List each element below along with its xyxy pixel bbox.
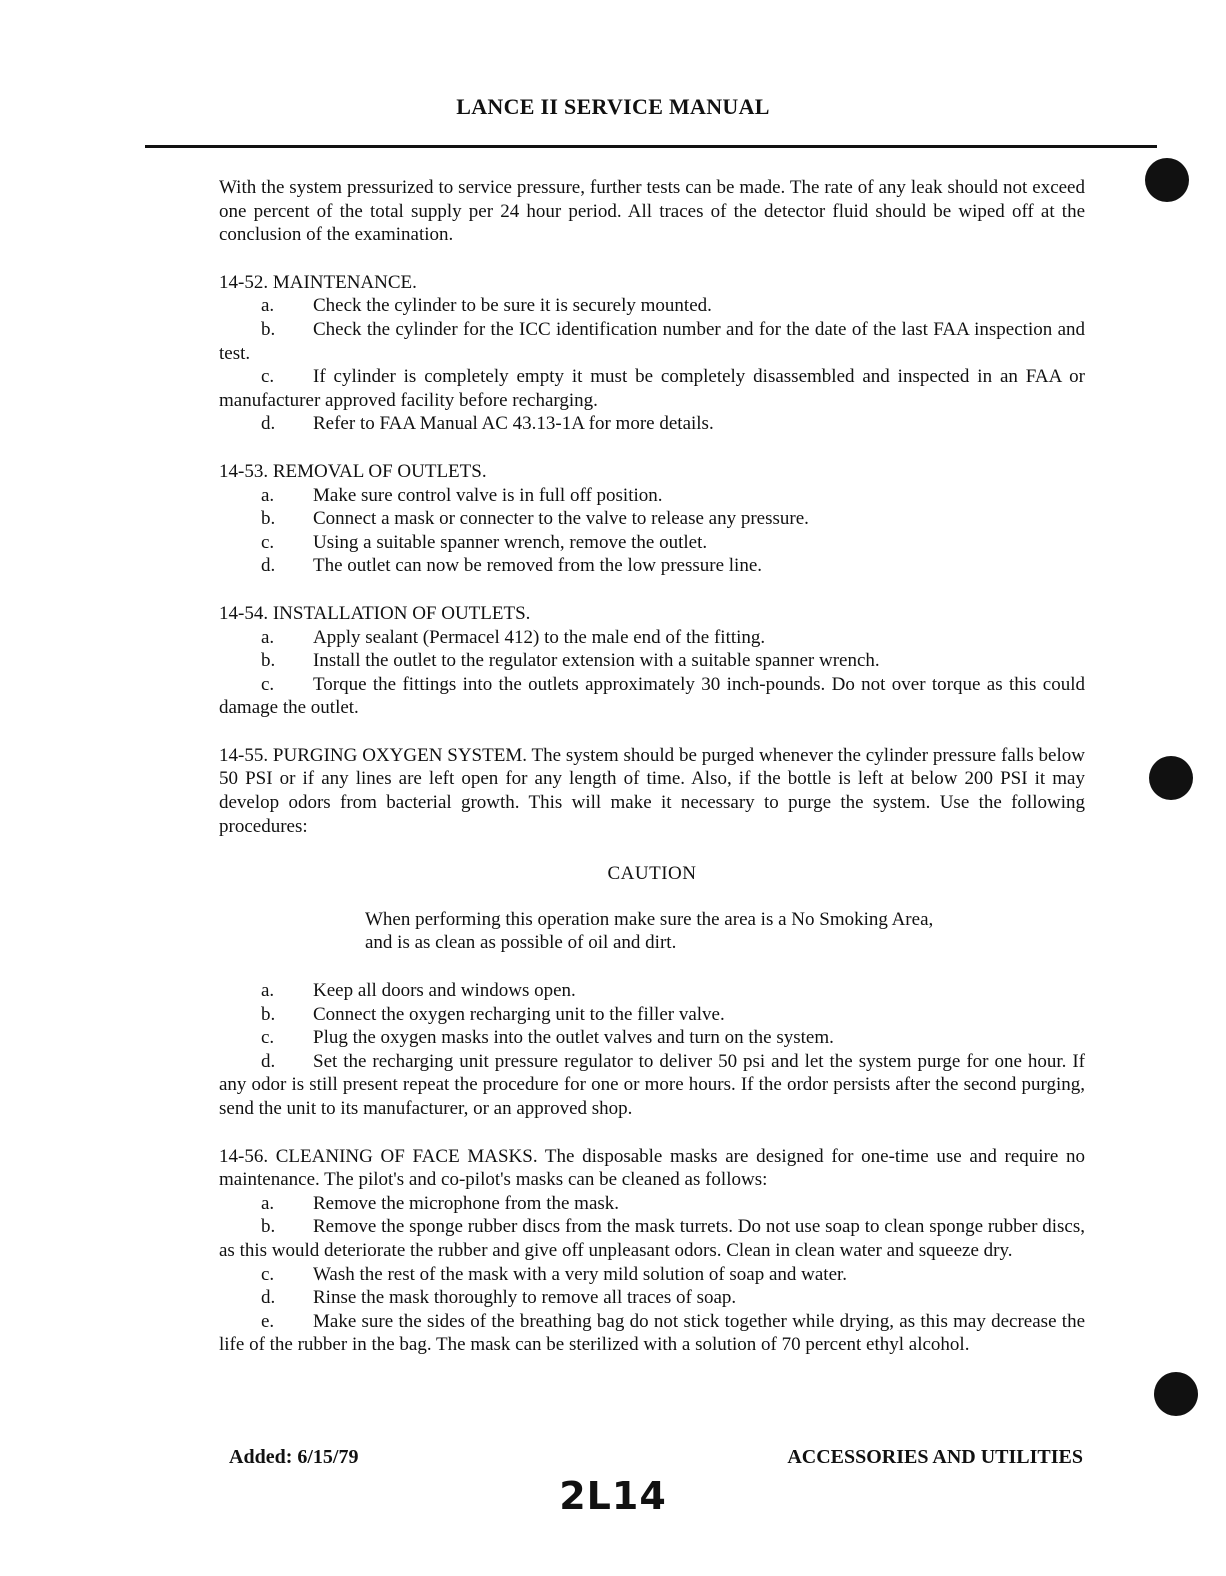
item-text: Plug the oxygen masks into the outlet valves and turn on the system. — [313, 1027, 834, 1049]
item-label: e. — [261, 1310, 275, 1332]
item-text: Refer to FAA Manual AC 43.13-1A for more details. — [313, 413, 714, 435]
item-text: Install the outlet to the regulator extension with a suitable spanner wrench. — [313, 650, 880, 672]
section-14-52 — [219, 271, 1085, 436]
item-label: c. — [261, 366, 275, 388]
list-item — [219, 1192, 1085, 1216]
binder-hole — [1154, 1372, 1198, 1416]
list-item — [219, 531, 1085, 555]
page-footer — [229, 1446, 1083, 1476]
item-label: a. — [261, 1192, 275, 1214]
list-item — [219, 979, 1085, 1003]
caution-heading: CAUTION — [607, 863, 697, 885]
item-label: d. — [261, 413, 276, 435]
item-text: The outlet can now be removed from the low pressure line. — [313, 555, 762, 577]
section-14-54 — [219, 602, 1085, 720]
item-label: d. — [261, 555, 276, 577]
section-paragraph — [219, 1145, 1085, 1192]
section-title: 14-53. REMOVAL OF OUTLETS. — [219, 460, 487, 482]
list-item — [219, 673, 1085, 720]
section-text: The system should be purged whenever the cylinder pressure falls below 50 PSI or if any lines are left open for any length of time. Also, if the bottle is left at below 200 PSI it may develop odors from bacterial growth. This will make it necessary to purge the system. Use the following procedures: — [219, 744, 1085, 837]
item-label: b. — [261, 1003, 276, 1025]
item-text: Keep all doors and windows open. — [313, 980, 576, 1002]
list-item — [219, 1026, 1085, 1050]
caution-text: When performing this operation make sure the area is a No Smoking Area, and is as clean as possible of oil and dirt. — [365, 908, 934, 954]
manual-body — [219, 176, 1085, 1357]
section-title: 14-54. INSTALLATION OF OUTLETS. — [219, 602, 531, 624]
item-label: a. — [261, 980, 275, 1002]
purge-steps — [219, 979, 1085, 1121]
item-label: c. — [261, 1027, 275, 1049]
item-text: Set the recharging unit pressure regulator to deliver 50 psi and let the system purge for one hour. If any odor is still present repeat the procedure for one or more hours. If the ordor persists after the second purging, send the unit to its manufacturer, or an approved shop. — [219, 1050, 1085, 1119]
binder-hole — [1149, 756, 1193, 800]
list-item — [219, 484, 1085, 508]
item-label: a. — [261, 484, 275, 506]
list-item — [219, 412, 1085, 436]
header-rule — [145, 145, 1157, 148]
section-paragraph — [219, 744, 1085, 838]
page-code: 2L14 — [559, 1474, 667, 1518]
list-item — [219, 1003, 1085, 1027]
list-item — [219, 1286, 1085, 1310]
item-text: Torque the fittings into the outlets approximately 30 inch-pounds. Do not over torque as this could damage the outlet. — [219, 673, 1085, 719]
item-text: Remove the sponge rubber discs from the mask turrets. Do not use soap to clean sponge rubber discs, as this would deteriorate the rubber and give off unpleasant odors. Clean in clean water and squeeze dry. — [219, 1216, 1085, 1261]
item-text: Using a suitable spanner wrench, remove the outlet. — [313, 531, 708, 553]
item-label: a. — [261, 295, 275, 317]
section-title: 14-56. CLEANING OF FACE MASKS. — [219, 1145, 538, 1167]
section-14-55 — [219, 744, 1085, 1121]
item-label: b. — [261, 508, 276, 530]
item-text: Rinse the mask thoroughly to remove all traces of soap. — [313, 1287, 737, 1309]
page-header: LANCE II SERVICE MANUAL — [456, 94, 770, 119]
list-item — [219, 649, 1085, 673]
list-item — [219, 318, 1085, 365]
section-text: The disposable masks are designed for one-time use and require no maintenance. The pilot's and co-pilot's masks can be cleaned as follows: — [219, 1145, 1085, 1191]
list-item — [219, 1310, 1085, 1357]
item-text: Connect a mask or connecter to the valve to release any pressure. — [313, 508, 809, 530]
list-item — [219, 294, 1085, 318]
item-label: c. — [261, 1263, 275, 1285]
item-text: Connect the oxygen recharging unit to the filler valve. — [313, 1003, 725, 1025]
list-item — [219, 1215, 1085, 1262]
item-text: Remove the microphone from the mask. — [313, 1192, 620, 1214]
section-14-56 — [219, 1145, 1085, 1357]
list-item — [219, 554, 1085, 578]
item-text: Make sure control valve is in full off position. — [313, 484, 663, 506]
binder-hole — [1145, 158, 1189, 202]
list-item — [219, 507, 1085, 531]
section-14-53 — [219, 460, 1085, 578]
list-item — [219, 1050, 1085, 1121]
item-label: d. — [261, 1287, 276, 1309]
item-text: If cylinder is completely empty it must be completely disassembled and inspected in an FAA or manufacturer approved facility before recharging. — [219, 366, 1085, 411]
item-text: Check the cylinder for the ICC identification number and for the date of the last FAA inspection and test. — [219, 318, 1085, 364]
item-label: b. — [261, 650, 276, 672]
item-label: c. — [261, 673, 275, 695]
item-label: d. — [261, 1050, 276, 1072]
list-item — [219, 365, 1085, 412]
chapter-title: ACCESSORIES AND UTILITIES — [787, 1446, 1083, 1468]
added-date: Added: 6/15/79 — [229, 1446, 359, 1468]
section-title: 14-52. MAINTENANCE. — [219, 271, 417, 293]
item-text: Wash the rest of the mask with a very mild solution of soap and water. — [313, 1263, 848, 1285]
item-label: b. — [261, 1216, 276, 1238]
intro-paragraph: With the system pressurized to service pressure, further tests can be made. The rate of any leak should not exceed one percent of the total supply per 24 hour period. All traces of the detector fluid should be wiped off at the conclusion of the examination. — [219, 177, 1085, 246]
list-item — [219, 626, 1085, 650]
item-label: b. — [261, 318, 276, 340]
list-item — [219, 1263, 1085, 1287]
item-label: a. — [261, 626, 275, 648]
item-text: Make sure the sides of the breathing bag do not stick together while drying, as this may decrease the life of the rubber in the bag. The mask can be sterilized with a solution of 70 percent ethyl alcohol. — [219, 1310, 1085, 1356]
item-text: Check the cylinder to be sure it is securely mounted. — [313, 295, 712, 317]
item-label: c. — [261, 531, 275, 553]
section-title: 14-55. PURGING OXYGEN SYSTEM. — [219, 744, 527, 766]
item-text: Apply sealant (Permacel 412) to the male end of the fitting. — [313, 626, 766, 648]
